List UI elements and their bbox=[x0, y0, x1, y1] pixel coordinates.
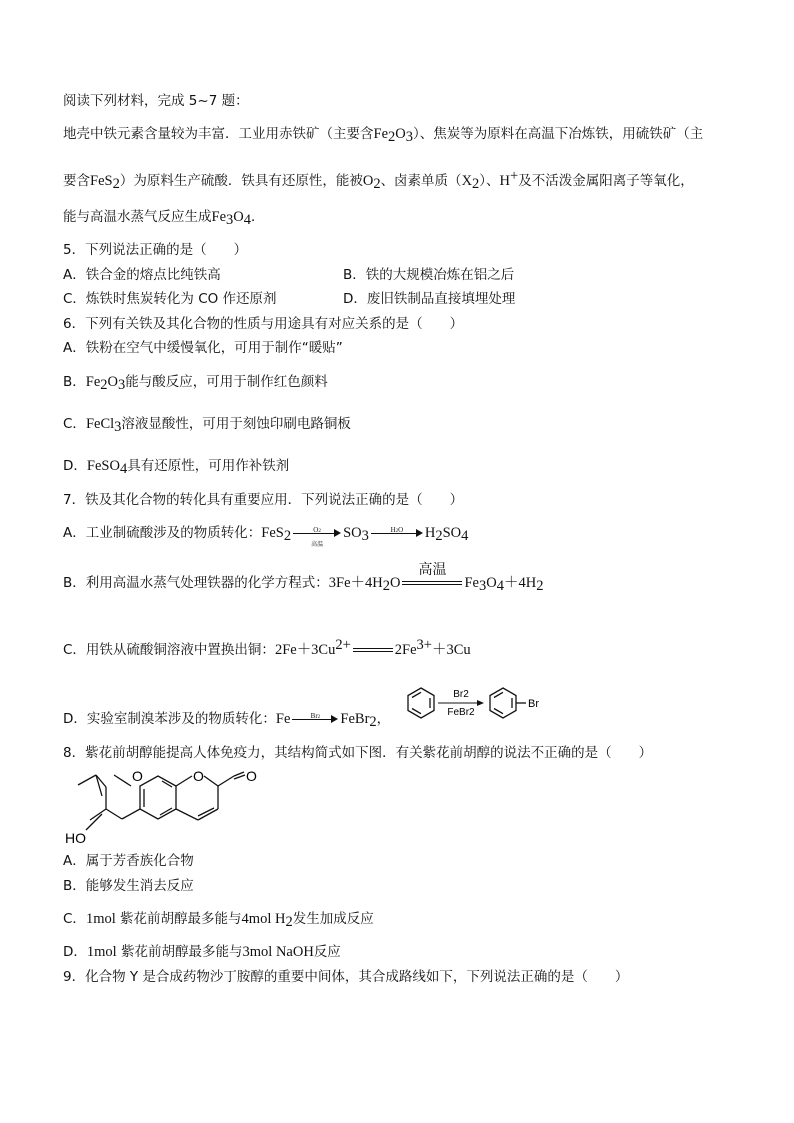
decursinol-structure bbox=[62, 764, 272, 854]
ring-oxygen-left: O bbox=[132, 768, 143, 784]
q7-option-a: A．工业制硫酸涉及的物质转化：FeS2 O2 高温 SO3 H2O H2SO4 bbox=[63, 525, 469, 548]
scheme-reagent-bottom: FeBr2 bbox=[447, 707, 475, 718]
q7-stem: 7．铁及其化合物的转化具有重要应用．下列说法正确的是（ ） bbox=[63, 492, 464, 508]
ring-oxygen-right: O bbox=[193, 768, 204, 784]
intro-paragraph-line-1: 地壳中铁元素含量较为丰富．工业用赤铁矿（主要含Fe2O3）、焦炭等为原料在高温下冶炼铁，用硫铁矿（主 bbox=[63, 126, 704, 145]
q6-option-b: B．Fe2O3能与酸反应，可用于制作红色颜料 bbox=[63, 374, 328, 393]
reaction-arrow-o2: O2 高温 bbox=[293, 526, 341, 540]
q7-option-b: B．利用高温水蒸气处理铁器的化学方程式：3Fe＋4H2O 高温 Fe3O4＋4H2 bbox=[63, 562, 544, 594]
q5-option-b: B．铁的大规模冶炼在铝之后 bbox=[343, 267, 515, 283]
reaction-arrow-br2: Br2 bbox=[292, 712, 338, 726]
bromobenzene-ring bbox=[490, 688, 526, 718]
reaction-arrow-h2o: H2O bbox=[371, 526, 423, 540]
q6-option-c: C．FeCl3溶液显酸性，可用于刻蚀印刷电路铜板 bbox=[63, 416, 351, 435]
intro-paragraph-line-2: 要含FeS2）为原料生产硫酸．铁具有还原性，能被O2、卤素单质（X2）、H+及不活泼金属阳离子等氧化， bbox=[63, 168, 694, 192]
q8-option-c: C．1mol 紫花前胡醇最多能与4mol H2发生加成反应 bbox=[63, 911, 374, 930]
q6-option-a: A．铁粉在空气中缓慢氧化，可用于制作“暖贴” bbox=[63, 340, 343, 356]
benzene-ring bbox=[408, 688, 434, 718]
q8-option-b: B．能够发生消去反应 bbox=[63, 878, 194, 894]
bromo-substituent: Br bbox=[528, 698, 539, 710]
q5-option-a: A．铁合金的熔点比纯铁高 bbox=[63, 267, 221, 283]
q7-option-c: C．用铁从硫酸铜溶液中置换出铜：2Fe＋3Cu2+ 2Fe3+＋3Cu bbox=[63, 637, 471, 658]
q6-stem: 6．下列有关铁及其化合物的性质与用途具有对应关系的是（ ） bbox=[63, 316, 464, 332]
q5-option-d: D．废旧铁制品直接填埋处理 bbox=[343, 291, 516, 307]
intro-heading: 阅读下列材料，完成 5~7 题： bbox=[63, 93, 249, 109]
equation-double-line: 高温 bbox=[402, 576, 462, 590]
equation-double-line bbox=[353, 643, 393, 657]
q5-stem: 5．下列说法正确的是（ ） bbox=[63, 242, 248, 258]
scheme-reagent-top: Br2 bbox=[453, 689, 469, 700]
hydroxyl-group: HO bbox=[65, 830, 86, 846]
q8-option-d: D．1mol 紫花前胡醇最多能与3mol NaOH反应 bbox=[63, 944, 341, 960]
carbonyl-oxygen: O bbox=[246, 768, 257, 784]
reaction-arrow-br2-febr2 bbox=[438, 689, 484, 718]
q7-option-d: D．实验室制溴苯涉及的物质转化：Fe Br2 FeBr2， bbox=[63, 711, 391, 730]
q6-option-d: D．FeSO4具有还原性，可用作补铁剂 bbox=[63, 458, 290, 477]
intro-paragraph-line-3: 能与高温水蒸气反应生成Fe3O4． bbox=[63, 209, 265, 228]
q8-stem: 8．紫花前胡醇能提高人体免疫力，其结构简式如下图．有关紫花前胡醇的说法不正确的是（ ） bbox=[63, 745, 653, 761]
q5-option-c: C．炼铁时焦炭转化为 CO 作还原剂 bbox=[63, 291, 277, 307]
q9-stem: 9．化合物 Y 是合成药物沙丁胺醇的重要中间体，其合成路线如下，下列说法正确的是（ ） bbox=[63, 969, 629, 985]
bromobenzene-scheme bbox=[402, 682, 562, 728]
q8-option-a: A．属于芳香族化合物 bbox=[63, 853, 194, 869]
